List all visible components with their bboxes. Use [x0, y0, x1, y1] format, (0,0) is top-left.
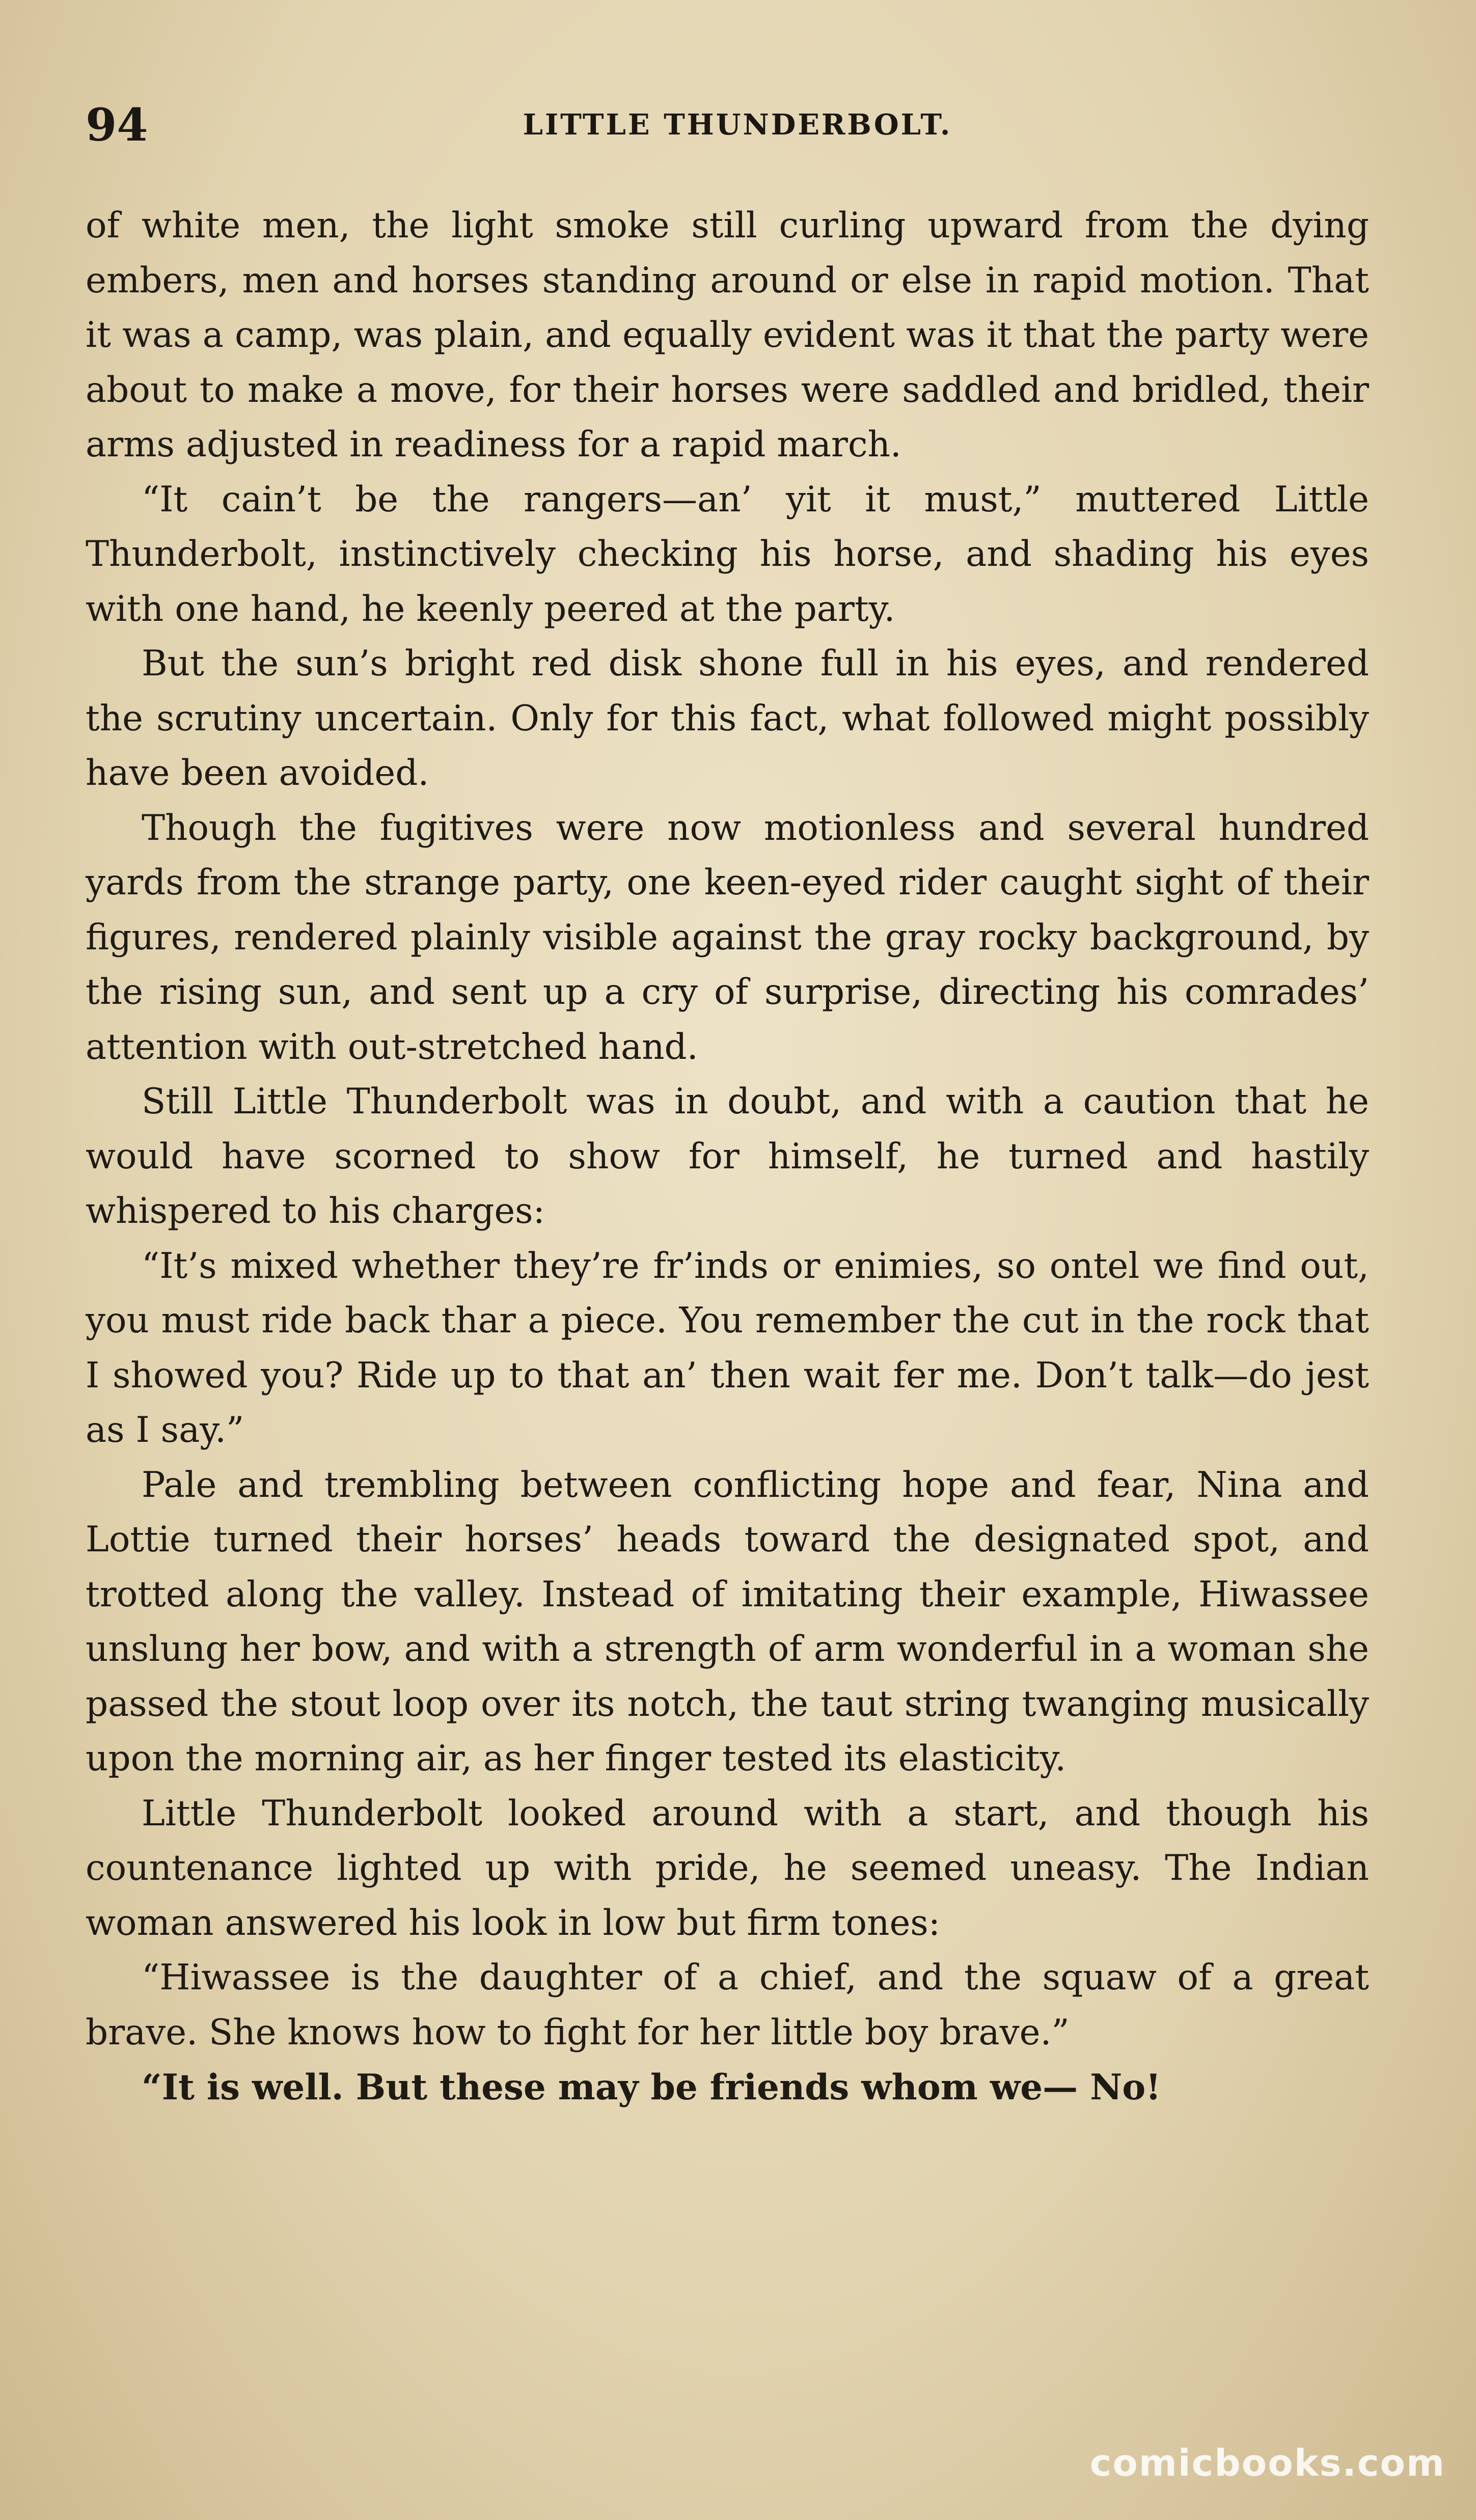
page-number: 94 [86, 98, 148, 151]
running-head: LITTLE THUNDERBOLT. [523, 108, 952, 142]
watermark: comicbooks.com [1089, 2442, 1445, 2484]
paragraph-6: “It’s mixed whether they’re fr’inds or enimies, so ontel we find out, you must ride back thar a piece. You remember the cut in the rock that I showed you? Ride up to that an’ then wait fer me. Don’t talk—do jest as I say.” [86, 1245, 1369, 1450]
body-text [86, 199, 1369, 2115]
paragraph-3: But the sun’s bright red disk shone full in his eyes, and rendered the scrutiny uncertain. Only for this fact, what followed might possibly have been avoided. [86, 643, 1369, 793]
paragraph-10: “It is well. But these may be friends whom we— No! [142, 2067, 1161, 2108]
paragraph-2: “It cain’t be the rangers—an’ yit it must,” muttered Little Thunderbolt, instinctively checking his horse, and shading his eyes with one hand, he keenly peered at the party. [86, 479, 1369, 629]
paragraph-4: Though the fugitives were now motionless and several hundred yards from the strange party, one keen-eyed rider caught sight of their figures, rendered plainly visible against the gray rocky background, by the rising sun, and sent up a cry of surprise, directing his comrades’ attention with out-stretched hand. [86, 807, 1369, 1067]
paragraph-9: “Hiwassee is the daughter of a chief, and the squaw of a great brave. She knows how to fight for her little boy brave.” [86, 1957, 1369, 2053]
paragraph-7: Pale and trembling between conflicting hope and fear, Nina and Lottie turned their horses’ heads toward the designated spot, and trotted along the valley. Instead of imitating their example, Hiwassee unslung her bow, and with a strength of arm wonderful in a woman she passed the stout loop over its notch, the taut string twanging musically upon the morning air, as her finger tested its elasticity. [86, 1464, 1369, 1779]
page-header [86, 99, 1389, 150]
paragraph-1: of white men, the light smoke still curling upward from the dying embers, men and horses standing around or else in rapid motion. That it was a camp, was plain, and equally evident was it that the party were about to make a move, for their horses were saddled and bridled, their arms adjusted in readiness for a rapid march. [86, 205, 1369, 465]
paragraph-5: Still Little Thunderbolt was in doubt, and with a caution that he would have scorned to show for himself, he turned and hastily whispered to his charges: [86, 1081, 1369, 1231]
paragraph-8: Little Thunderbolt looked around with a start, and though his countenance lighted up with pride, he seemed uneasy. The Indian woman answered his look in low but firm tones: [86, 1793, 1369, 1943]
